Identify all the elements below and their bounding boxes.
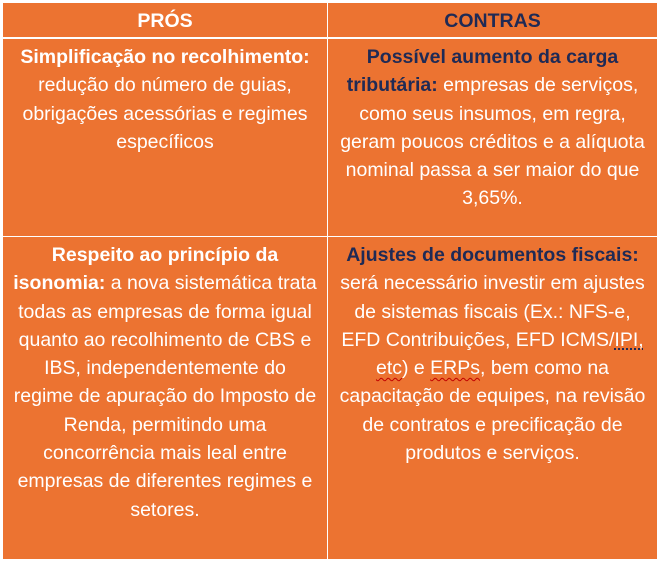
header-contras-label: CONTRAS	[444, 10, 541, 32]
pro-text-1: redução do número de guias, obrigações acessórias e regimes específicos	[22, 74, 308, 153]
pro-text-2: a nova sistemática trata todas as empresas de forma igual quanto ao recolhimento de CBS e IBS, independentemente do regime de apuração do Imposto de Renda, permitindo uma concorrência mais leal entre empresas de diferentes regimes e setores.	[13, 272, 317, 521]
pro-cell-1	[3, 39, 328, 237]
con-title-1: Possível aumento da carga tributária:	[346, 46, 619, 97]
con-text-2a: será necessário investir em ajustes de sistemas fiscais (Ex.: NFS-e, EFD Contribuições, EFD ICMS/	[340, 272, 645, 351]
header-pros	[3, 3, 328, 39]
pros-contras-table	[3, 3, 657, 559]
con-text-1: empresas de serviços, como seus insumos, em regra, geram poucos créditos e a alíquota nominal passa a ser maior do que 3,65%.	[340, 74, 645, 210]
con-cell-2	[328, 237, 657, 559]
pro-title-1: Simplificação no recolhimento:	[20, 46, 310, 68]
con-text-2c: ) e	[401, 357, 431, 380]
pro-cell-2	[3, 237, 328, 559]
con-cell-1	[328, 39, 657, 237]
header-pros-label: PRÓS	[137, 10, 193, 32]
header-contras	[328, 3, 657, 39]
con-title-2: Ajustes de documentos fiscais:	[346, 244, 639, 266]
pro-title-2: Respeito ao princípio da isonomia:	[13, 244, 279, 295]
con-text-erps: ERPs	[430, 357, 481, 380]
con-text-ipi: IPI,	[614, 328, 644, 351]
con-text-etc: etc	[375, 357, 402, 380]
con-text-2d: , bem como na capacitação de equipes, na revisão de contratos e precificação de produtos e serviços.	[339, 357, 646, 465]
